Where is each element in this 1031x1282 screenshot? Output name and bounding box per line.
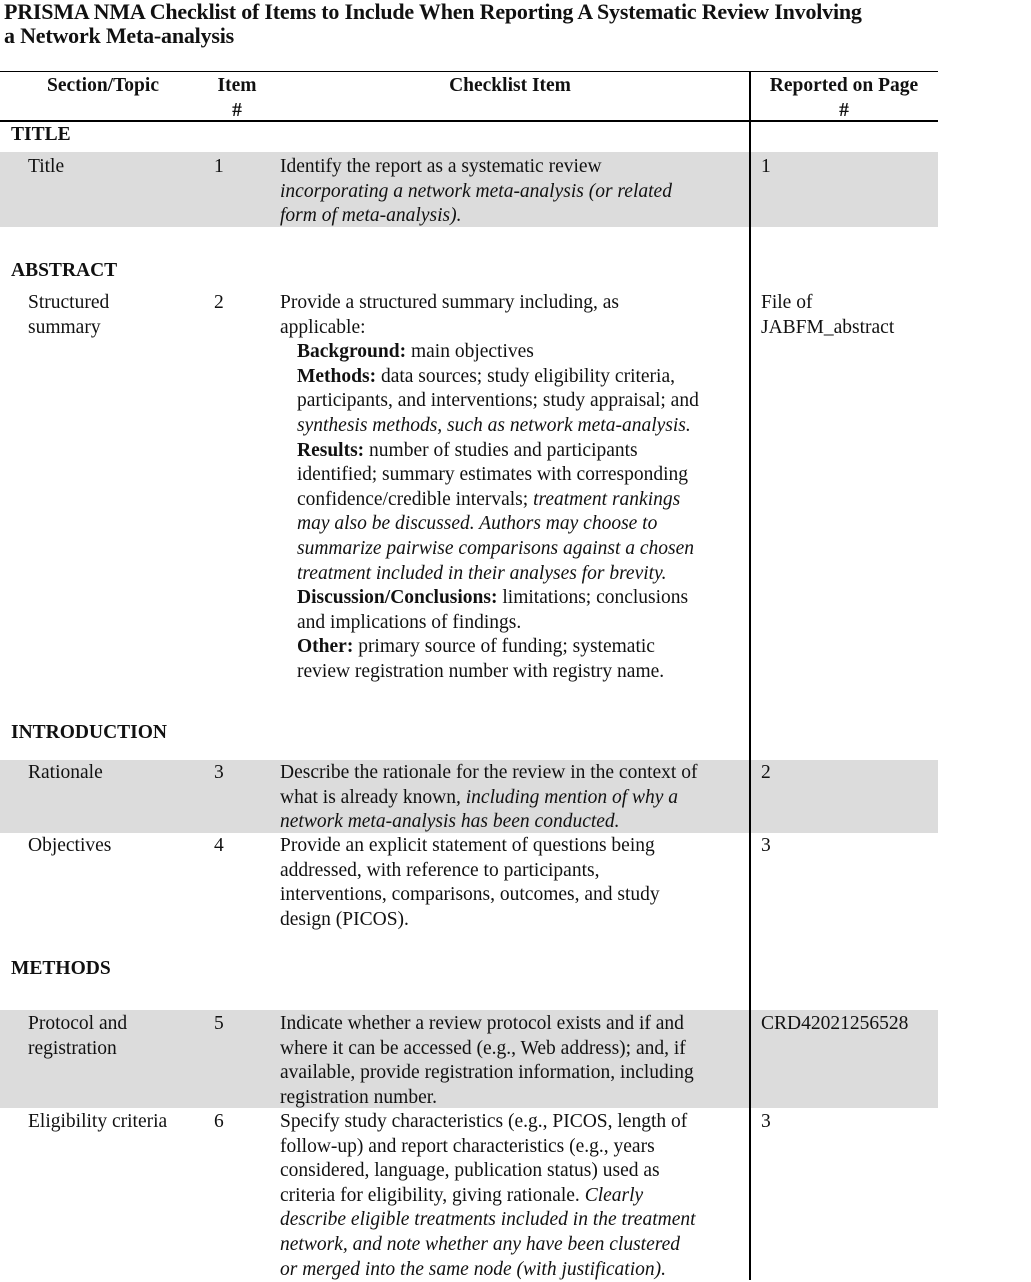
abstract-discussion-block: Discussion/Conclusions: limitations; conclusions and implications of findings. (297, 587, 689, 633)
header-item-number (210, 74, 264, 123)
abstract-other-block: Other: primary source of funding; systematic review registration number with registry name. (297, 636, 665, 682)
header-reported-label: Reported on Page (769, 75, 919, 96)
abstract-results-block: Results: number of studies and participants identified; summary estimates with corresponding confidence/credible intervals; treatment rankings may also be discussed. Authors may choose to summarize pairwise comparisons against a chosen treatment included in their analyses for brevity. (297, 439, 695, 584)
row-title-topic: Title (28, 156, 65, 177)
section-heading-introduction: INTRODUCTION (11, 722, 168, 743)
row-rationale-page: 2 (761, 762, 771, 783)
row-eligibility-checklist-text: Specify study characteristics (e.g., PICOS, length of follow-up) and report characteristics (e.g., years considered, language, publication status) used as criteria for eligibility, giving rationale. Clearly describe eligible treatments included in the treatment network, and note whether any have been clustered or merged into the same node (with justification). (280, 1111, 696, 1280)
document-title-line-2: a Network Meta-analysis (4, 23, 235, 48)
row-objectives-number: 4 (214, 835, 224, 856)
row-protocol-number: 5 (214, 1013, 224, 1034)
header-checklist-item: Checklist Item (449, 75, 571, 96)
row-objectives-page: 3 (761, 835, 771, 856)
section-heading-title: TITLE (11, 124, 71, 145)
row-rationale-topic: Rationale (28, 762, 103, 783)
header-item-hash: # (232, 99, 242, 121)
section-heading-abstract: ABSTRACT (11, 260, 118, 281)
header-section-topic: Section/Topic (47, 75, 159, 96)
row-title-checklist-text: Identify the report as a systematic review incorporating a network meta-analysis (or related form of meta-analysis). (280, 156, 672, 227)
abstract-background-line: Background: main objectives (297, 341, 534, 363)
abstract-methods-block: Methods: data sources; study eligibility criteria, participants, and interventions; study appraisal; and synthesis methods, such as network meta-analysis. (297, 365, 699, 436)
row-rationale-number: 3 (214, 762, 224, 783)
row-protocol-checklist-text: Indicate whether a review protocol exists and if and where it can be accessed (e.g., Web address); and, if available, provide registration information, including registration number. (280, 1013, 694, 1108)
row-title-number: 1 (214, 156, 224, 177)
row-title-page: 1 (761, 156, 771, 177)
row-objectives-topic: Objectives (28, 835, 112, 856)
row-protocol-topic: Protocol and registration (28, 1013, 128, 1059)
row-structured-summary-topic: Structured summary (28, 292, 110, 338)
document-title (4, 0, 1031, 48)
row-objectives-checklist-text: Provide an explicit statement of questions being addressed, with reference to participants, interventions, comparisons, outcomes, and study design (PICOS). (280, 835, 660, 930)
section-heading-methods: METHODS (11, 958, 111, 979)
row-structured-summary-checklist-text: Provide a structured summary including, as applicable: Background: main objectives Methods: data sources; study eligibility criteria, participants, and interventions; study appraisal; and synthesis methods, such as network meta-analysis. Results: number of studies and participants identified; summary estimates with corresponding confidence/credible intervals; treatment rankings may also be discussed. Authors may choose to summarize pairwise comparisons against a chosen treatment included in their analyses for brevity. Discussion/Conclusions: limitations; conclusions and implications of findings. Other: primary source of funding; systematic review registration number with registry name. (280, 291, 699, 685)
row-eligibility-number: 6 (214, 1111, 224, 1132)
row-eligibility-topic: Eligibility criteria (28, 1111, 168, 1132)
table-top-rule (0, 71, 938, 72)
row-eligibility-page: 3 (761, 1111, 771, 1132)
header-reported-hash: # (839, 99, 849, 121)
row-structured-summary-number: 2 (214, 292, 224, 313)
document-title-line-1: PRISMA NMA Checklist of Items to Include When Reporting A Systematic Review Involving (4, 0, 862, 24)
row-protocol-page: CRD42021256528 (761, 1013, 909, 1034)
row-structured-summary-page: File of JABFM_abstract (761, 292, 895, 338)
header-reported-on-page (756, 74, 932, 123)
header-item-label: Item (217, 75, 257, 96)
page-column-divider (749, 72, 751, 1280)
row-rationale-checklist-text: Describe the rationale for the review in the context of what is already known, including mention of why a network meta-analysis has been conducted. (280, 762, 698, 833)
